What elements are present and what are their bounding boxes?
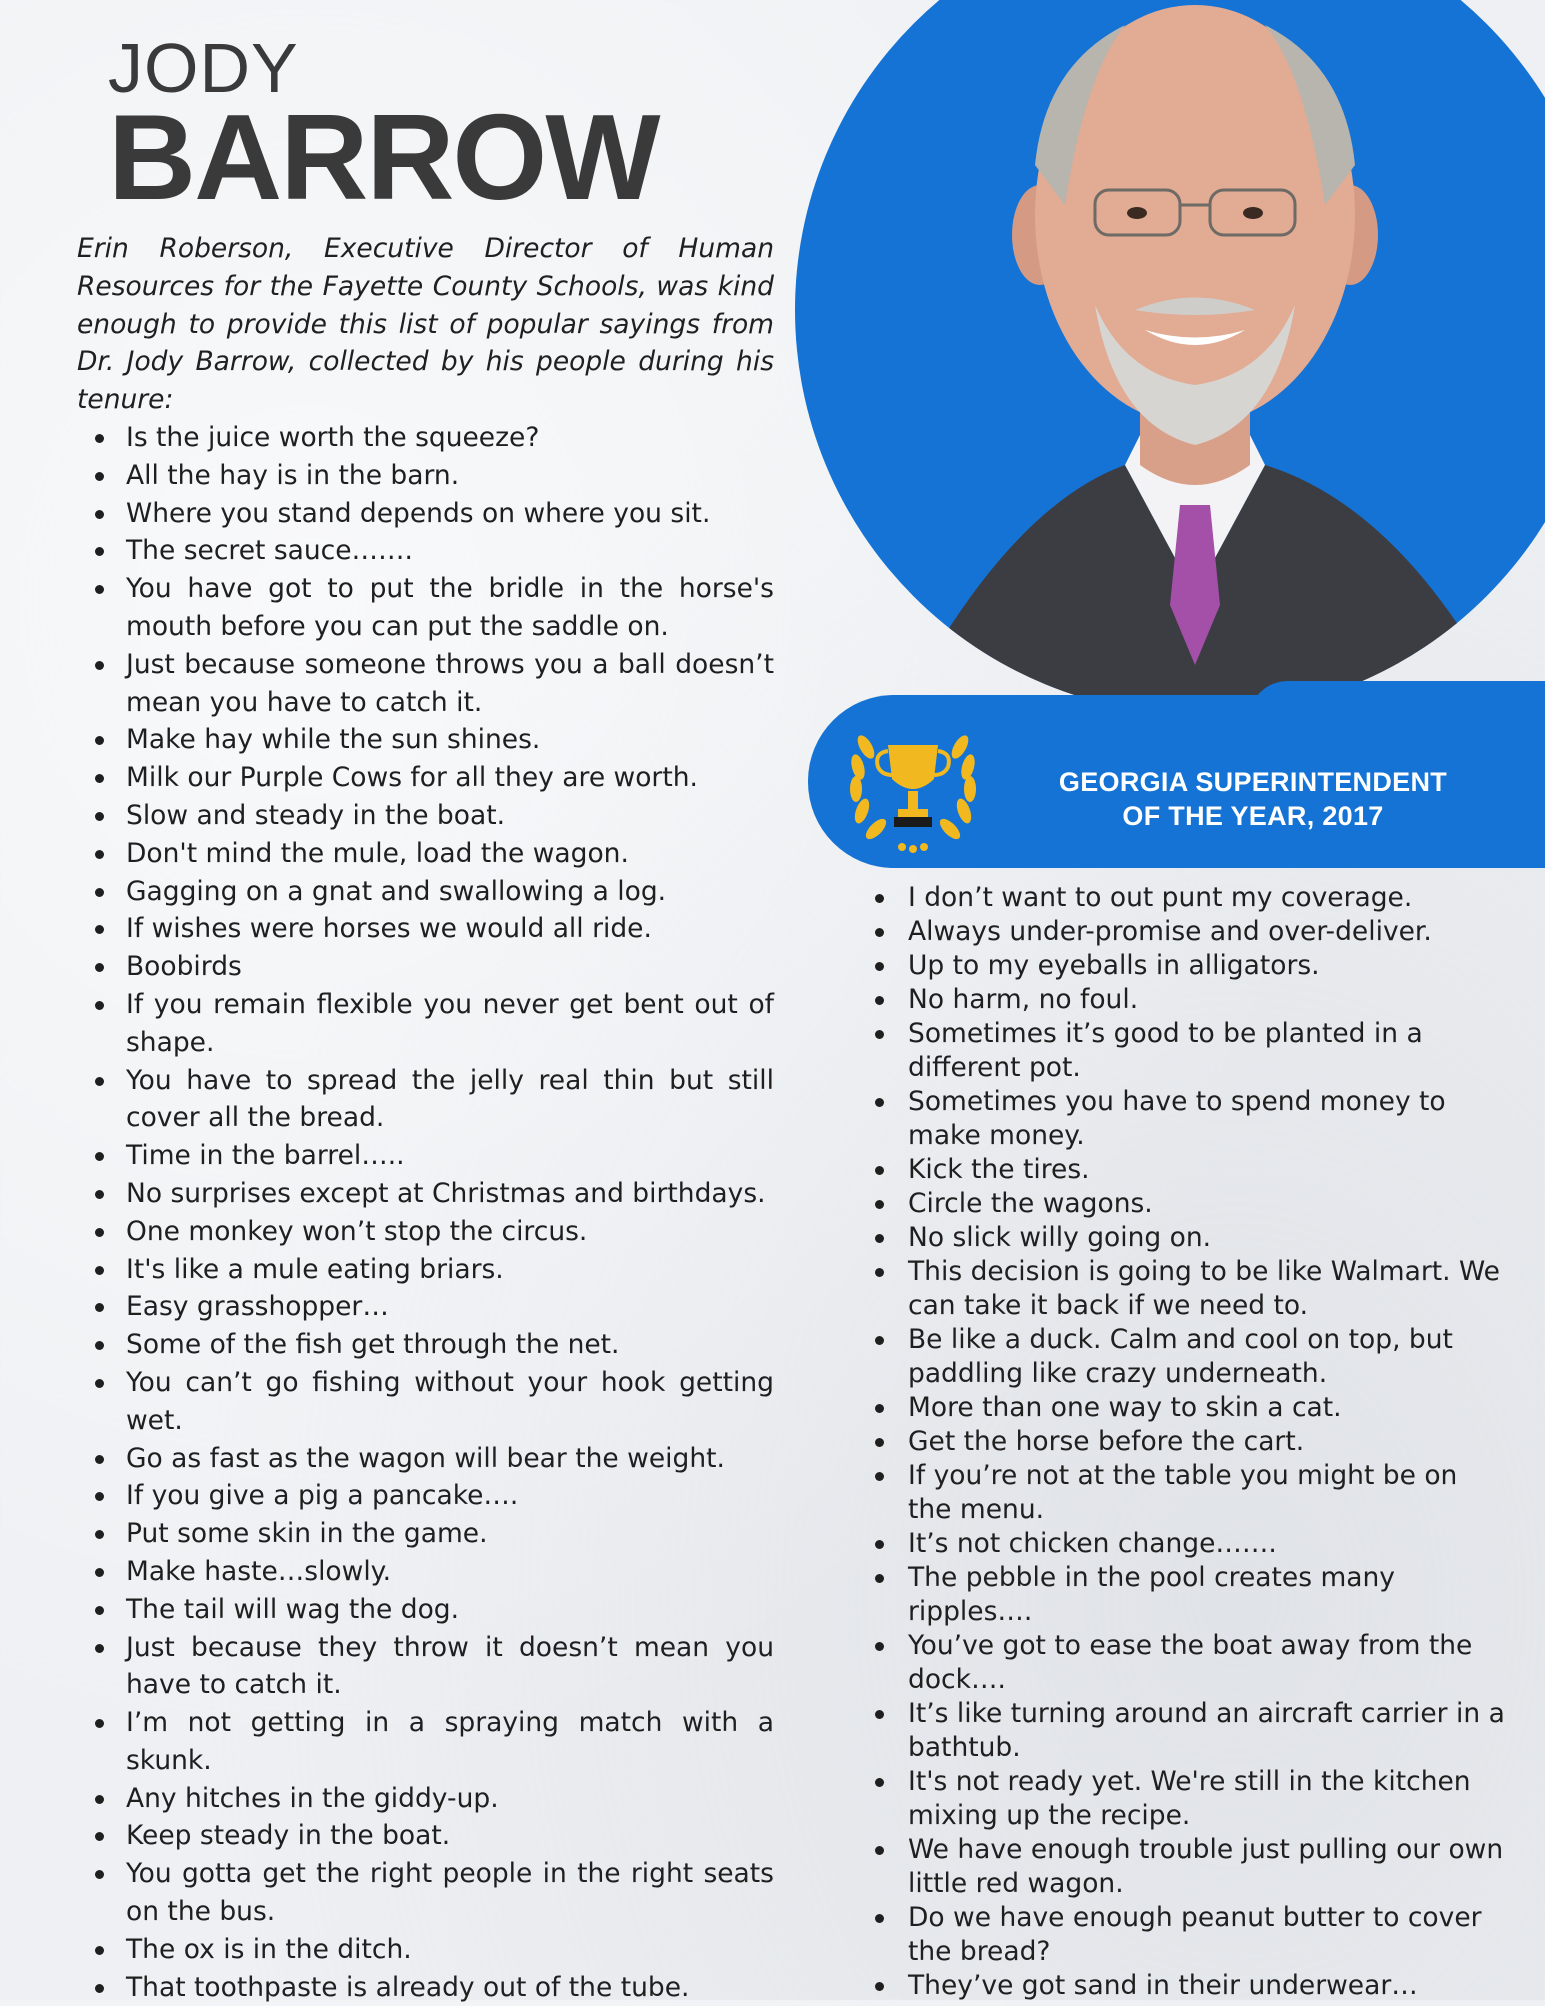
saying-item: We have enough trouble just pulling our own little red wagon. — [858, 1833, 1508, 1901]
saying-item: The ox is in the ditch. — [77, 1931, 774, 1969]
saying-item: It’s not chicken change……. — [858, 1527, 1508, 1561]
saying-item: You gotta get the right people in the right seats on the bus. — [77, 1855, 774, 1931]
saying-item: No surprises except at Christmas and birthdays. — [77, 1175, 774, 1213]
saying-item: You can’t go fishing without your hook getting wet. — [77, 1364, 774, 1440]
saying-item: If you give a pig a pancake…. — [77, 1477, 774, 1515]
saying-item: One monkey won’t stop the circus. — [77, 1213, 774, 1251]
saying-item: Easy grasshopper… — [77, 1288, 774, 1326]
saying-item: I’m not getting in a spraying match with a skunk. — [77, 1704, 774, 1780]
saying-item: Don't mind the mule, load the wagon. — [77, 835, 774, 873]
intro-paragraph: Erin Roberson, Executive Director of Human Resources for the Fayette County Schools, was kind enough to provide this list of popular sayings from Dr. Jody Barrow, collected by his people during his tenure: — [77, 233, 774, 416]
saying-item: Sometimes it’s good to be planted in a different pot. — [858, 1017, 1508, 1085]
saying-item: Put some skin in the game. — [77, 1515, 774, 1553]
saying-item: You have got to put the bridle in the horse's mouth before you can put the saddle on. — [77, 570, 774, 646]
saying-item: Up to my eyeballs in alligators. — [858, 949, 1508, 983]
saying-item: If you’re not at the table you might be on the menu. — [858, 1459, 1508, 1527]
saying-item: Just because someone throws you a ball doesn’t mean you have to catch it. — [77, 646, 774, 722]
saying-item: More than one way to skin a cat. — [858, 1391, 1508, 1425]
saying-item: No slick willy going on. — [858, 1221, 1508, 1255]
saying-item: Circle the wagons. — [858, 1187, 1508, 1221]
saying-item: This decision is going to be like Walmart. We can take it back if we need to. — [858, 1255, 1508, 1323]
saying-item: That toothpaste is already out of the tube. — [77, 1969, 774, 2006]
award-banner — [808, 695, 1545, 868]
sayings-list-right — [858, 881, 1508, 2003]
saying-item: All the hay is in the barn. — [77, 457, 774, 495]
last-name: BARROW — [108, 89, 659, 225]
saying-item: The pebble in the pool creates many ripples…. — [858, 1561, 1508, 1629]
saying-item: It's not ready yet. We're still in the kitchen mixing up the recipe. — [858, 1765, 1508, 1833]
saying-item: Where you stand depends on where you sit. — [77, 495, 774, 533]
saying-item: You have to spread the jelly real thin but still cover all the bread. — [77, 1062, 774, 1138]
saying-item: Just because they throw it doesn’t mean you have to catch it. — [77, 1629, 774, 1705]
saying-item: Boobirds — [77, 948, 774, 986]
saying-item: Keep steady in the boat. — [77, 1817, 774, 1855]
saying-item: You’ve got to ease the boat away from the dock…. — [858, 1629, 1508, 1697]
saying-item: The tail will wag the dog. — [77, 1591, 774, 1629]
saying-item: Slow and steady in the boat. — [77, 797, 774, 835]
saying-item: Gagging on a gnat and swallowing a log. — [77, 873, 774, 911]
award-title-line-2: OF THE YEAR, 2017 — [1122, 801, 1384, 831]
saying-item: It’s like turning around an aircraft carrier in a bathtub. — [858, 1697, 1508, 1765]
saying-item: It's like a mule eating briars. — [77, 1251, 774, 1289]
saying-item: The secret sauce……. — [77, 532, 774, 570]
saying-item: Always under-promise and over-deliver. — [858, 915, 1508, 949]
saying-item: Make haste…slowly. — [77, 1553, 774, 1591]
portrait-photo — [795, 0, 1545, 715]
saying-item: If you remain flexible you never get bent out of shape. — [77, 986, 774, 1062]
saying-item: Time in the barrel….. — [77, 1137, 774, 1175]
first-name: JODY — [108, 29, 299, 107]
saying-item: Some of the fish get through the net. — [77, 1326, 774, 1364]
award-title — [1043, 765, 1463, 833]
trophy-laurel-icon — [838, 707, 988, 857]
sayings-list-left — [77, 419, 774, 2006]
saying-item: Any hitches in the giddy-up. — [77, 1780, 774, 1818]
award-title-line-1: GEORGIA SUPERINTENDENT — [1058, 767, 1448, 797]
portrait-frame — [795, 0, 1545, 715]
saying-item: I don’t want to out punt my coverage. — [858, 881, 1508, 915]
saying-item: Sometimes you have to spend money to make money. — [858, 1085, 1508, 1153]
saying-item: Make hay while the sun shines. — [77, 721, 774, 759]
saying-item: Do we have enough peanut butter to cover the bread? — [858, 1901, 1508, 1969]
saying-item: Is the juice worth the squeeze? — [77, 419, 774, 457]
saying-item: Get the horse before the cart. — [858, 1425, 1508, 1459]
saying-item: No harm, no foul. — [858, 983, 1508, 1017]
saying-item: Kick the tires. — [858, 1153, 1508, 1187]
saying-item: They’ve got sand in their underwear… — [858, 1969, 1508, 2003]
saying-item: Milk our Purple Cows for all they are worth. — [77, 759, 774, 797]
saying-item: If wishes were horses we would all ride. — [77, 910, 774, 948]
saying-item: Be like a duck. Calm and cool on top, but paddling like crazy underneath. — [858, 1323, 1508, 1391]
saying-item: Go as fast as the wagon will bear the weight. — [77, 1440, 774, 1478]
